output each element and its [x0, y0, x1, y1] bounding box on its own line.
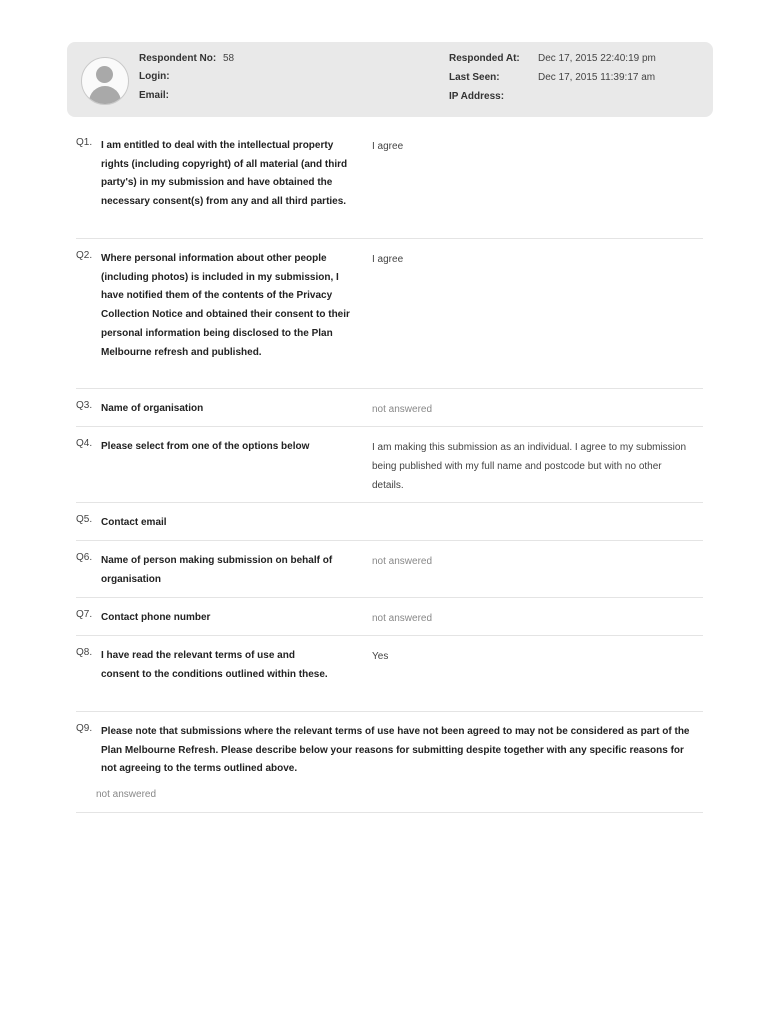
- question-block-q4: [76, 438, 703, 503]
- question-number: Q7.: [76, 609, 93, 620]
- respondent-no-label: Respondent No:: [139, 53, 217, 64]
- respondent-no-row: [139, 53, 234, 64]
- question-block-q9: [76, 723, 703, 813]
- question-text: Name of organisation: [101, 403, 204, 414]
- answer-text: I am making this submission as an individual. I agree to my submission being published with my full name and postcode but with no other details.: [372, 442, 687, 491]
- question-number: Q8.: [76, 647, 93, 658]
- question-block-q8: [76, 647, 703, 712]
- question-text: Contact phone number: [101, 612, 211, 623]
- question-number: Q6.: [76, 552, 93, 563]
- avatar-icon: [81, 57, 129, 105]
- responded-at-row: [449, 53, 520, 64]
- question-number: Q1.: [76, 137, 93, 148]
- question-block-q5: [76, 514, 703, 541]
- question-text: Where personal information about other people (including photos) is included in my submission, I have notified them of the contents of the Privacy Collection Notice and obtained their consent to their personal information being disclosed to the Plan Melbourne refresh and published.: [101, 253, 350, 358]
- question-number: Q3.: [76, 400, 93, 411]
- question-block-q6: [76, 552, 703, 598]
- answer-text: I agree: [372, 254, 404, 265]
- responded-at-value-wrap: [538, 53, 656, 64]
- question-number: Q9.: [76, 723, 93, 734]
- answer-text: I agree: [372, 141, 404, 152]
- question-text: I have read the relevant terms of use and consent to the conditions outlined within these.: [101, 650, 328, 680]
- responded-at-value: Dec 17, 2015 22:40:19 pm: [538, 53, 656, 64]
- question-text: I am entitled to deal with the intellectual property rights (including copyright) of all material (and third party's) in my submission and have obtained the necessary consent(s) from any and all third parties.: [101, 140, 348, 208]
- answer-text: not answered: [372, 613, 433, 624]
- answer-text: Yes: [372, 651, 389, 662]
- login-label: Login:: [139, 71, 170, 82]
- last-seen-value: Dec 17, 2015 11:39:17 am: [538, 72, 656, 83]
- question-block-q3: [76, 400, 703, 427]
- question-number: Q2.: [76, 250, 93, 261]
- respondent-header: [67, 42, 713, 117]
- question-text: Please select from one of the options below: [101, 441, 310, 452]
- email-row: [139, 90, 169, 101]
- answer-text: not answered: [372, 556, 433, 567]
- question-text: Contact email: [101, 517, 167, 528]
- question-text: Please note that submissions where the relevant terms of use have not been agreed to may not be considered as part of the Plan Melbourne Refresh. Please describe below your reasons for submitting despite together with any specific reasons for not agreeing to the terms outlined above.: [101, 726, 690, 775]
- respondent-no-value: 58: [223, 53, 235, 64]
- answer-text: not answered: [96, 789, 157, 800]
- last-seen-label: Last Seen:: [449, 72, 500, 83]
- question-number: Q4.: [76, 438, 93, 449]
- question-block-q2: [76, 250, 703, 389]
- question-number: Q5.: [76, 514, 93, 525]
- email-label: Email:: [139, 90, 170, 101]
- question-text: Name of person making submission on behalf of organisation: [101, 555, 333, 585]
- answer-text: not answered: [372, 404, 433, 415]
- last-seen-row: [449, 72, 500, 83]
- ip-address-row: [449, 91, 504, 102]
- last-seen-value-wrap: [538, 72, 655, 83]
- question-block-q7: [76, 609, 703, 636]
- responded-at-label: Responded At:: [449, 53, 520, 64]
- ip-address-label: IP Address:: [449, 91, 505, 102]
- login-row: [139, 71, 170, 82]
- question-block-q1: [76, 137, 703, 239]
